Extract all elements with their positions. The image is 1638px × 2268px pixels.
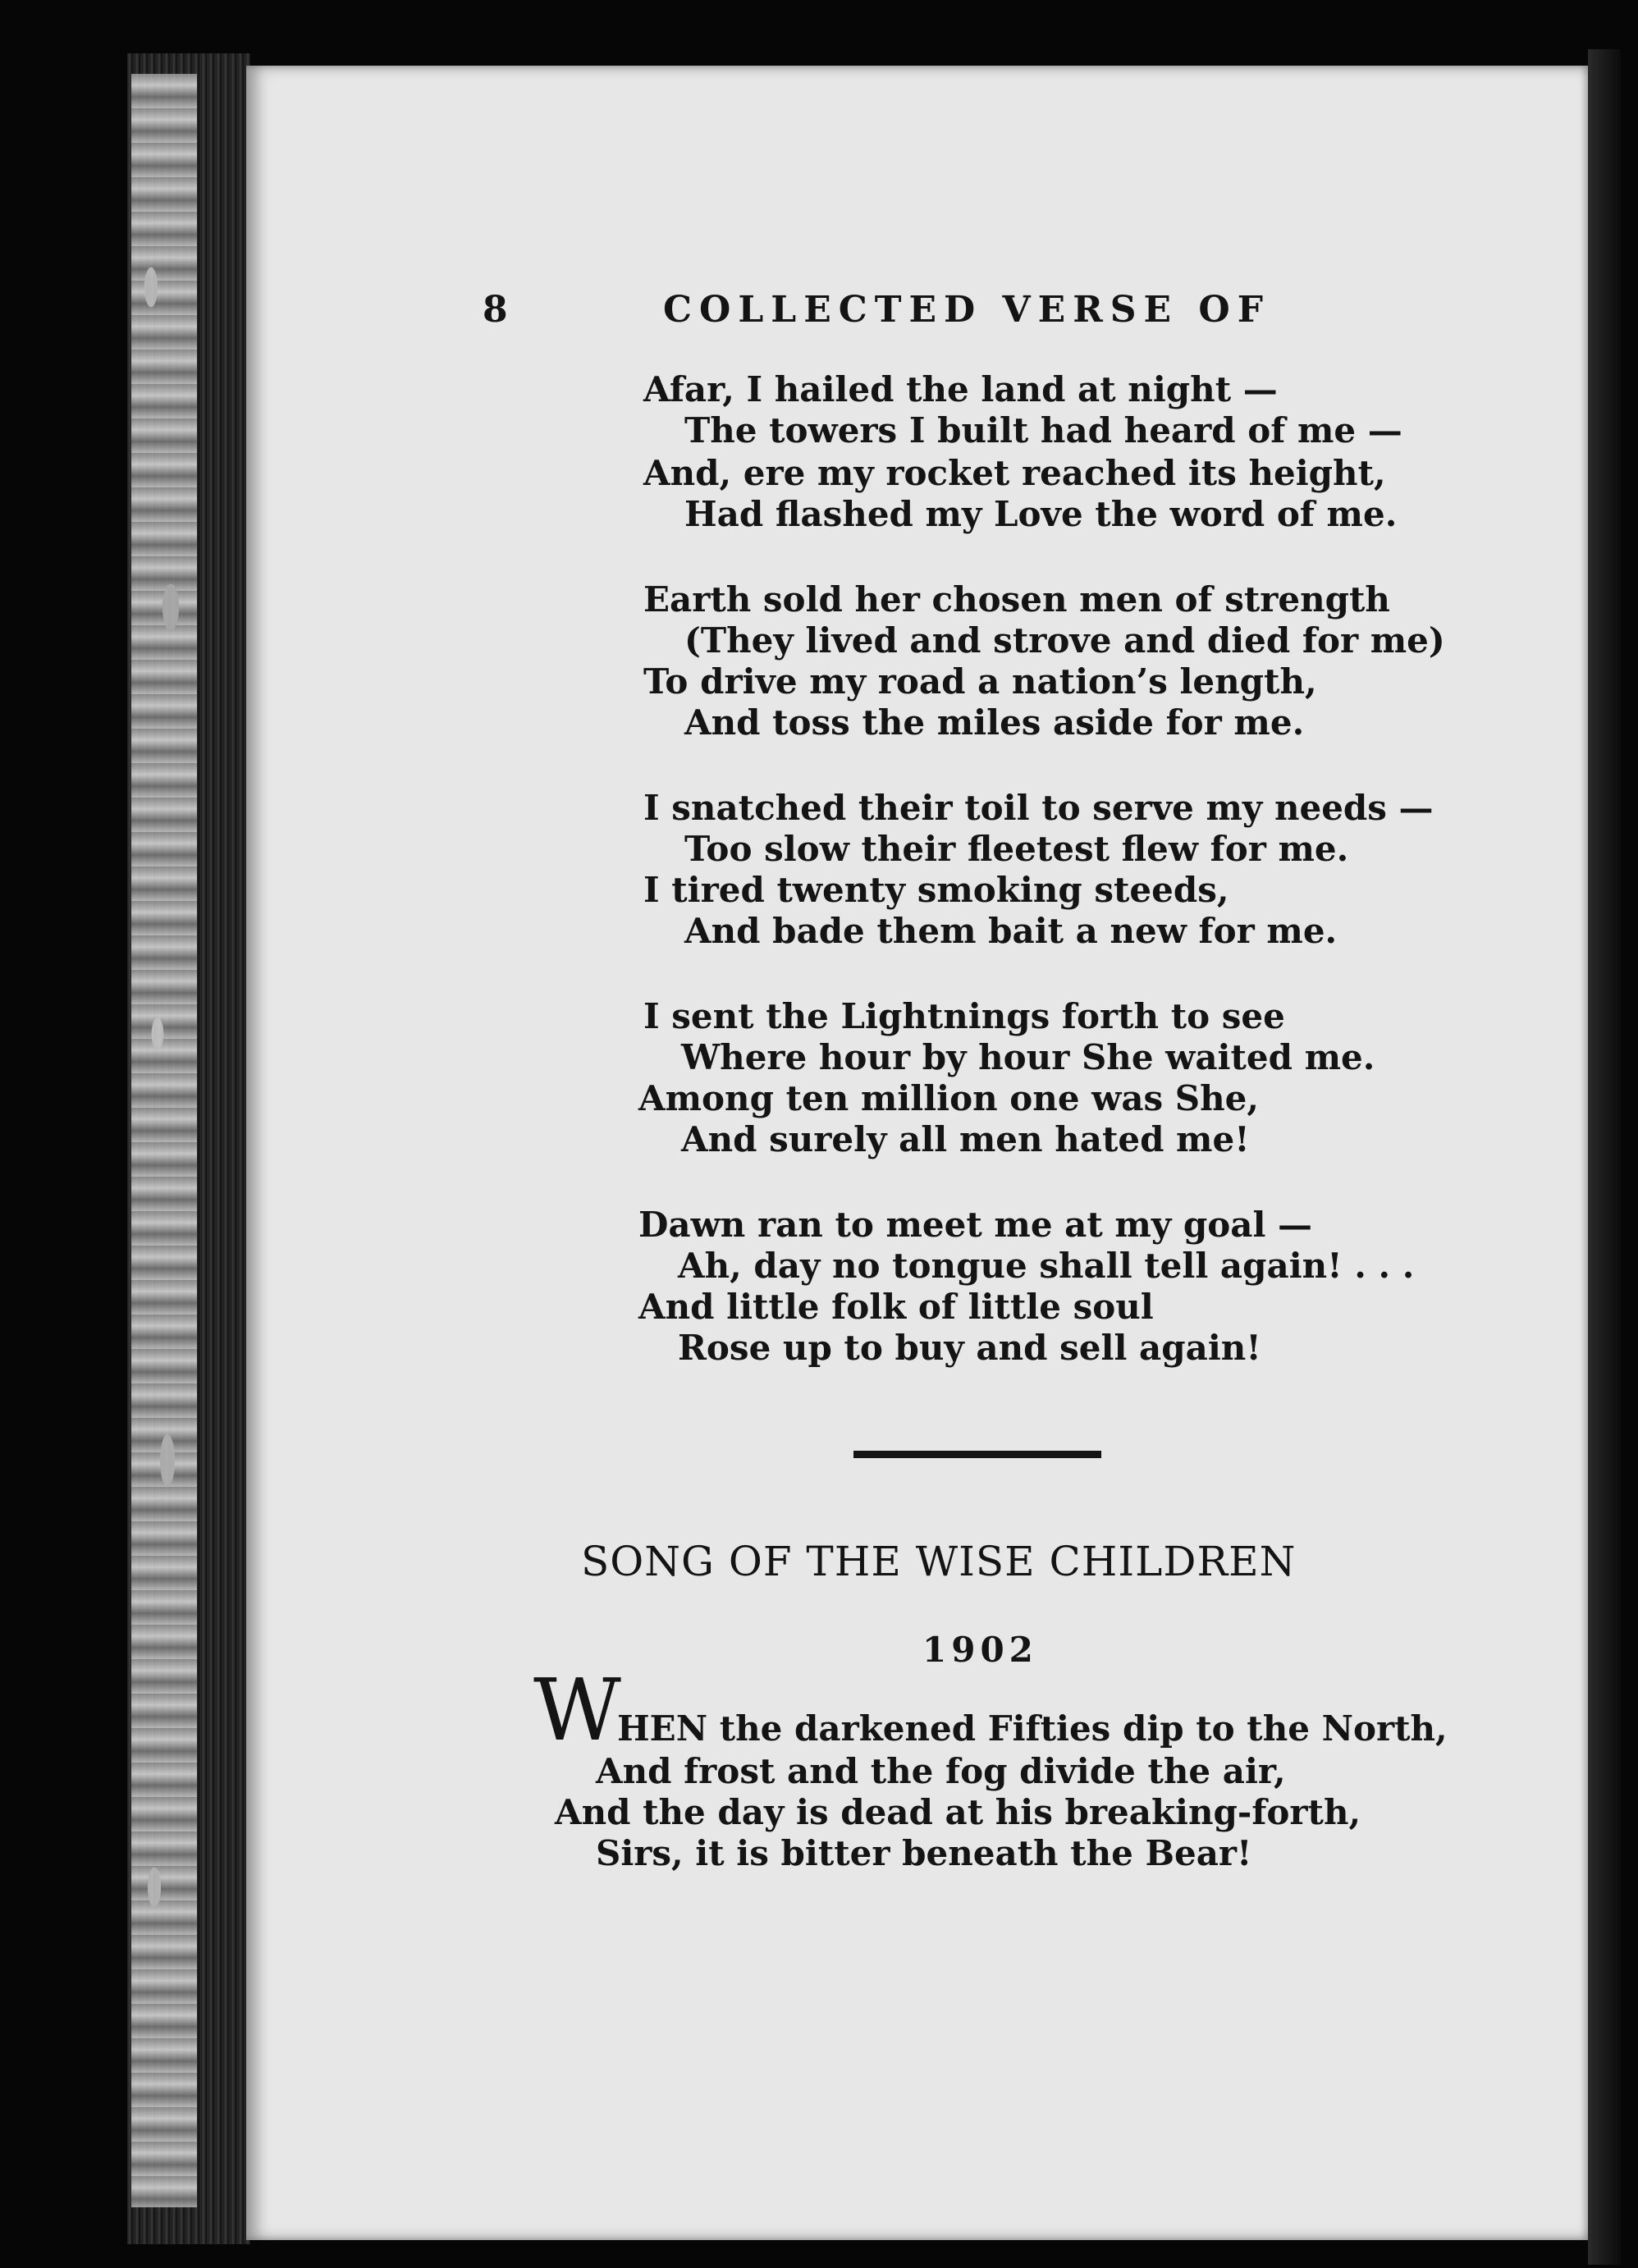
poem-line: I tired twenty smoking steeds,	[643, 870, 1229, 910]
poem-line: Ah, day no tongue shall tell again! . . .	[678, 1246, 1415, 1286]
poem-line: And toss the miles aside for me.	[684, 702, 1305, 743]
poem-line: And little folk of little soul	[638, 1287, 1154, 1327]
poem-line: The towers I built had heard of me —	[684, 410, 1402, 450]
poem-line: And the day is dead at his breaking-forth,	[555, 1792, 1361, 1832]
poem-line: (They lived and strove and died for me)	[684, 620, 1445, 661]
poem-line: And bade them bait a new for me.	[684, 911, 1338, 951]
poem-line: And, ere my rocket reached its height,	[643, 453, 1386, 493]
section-divider-rule	[853, 1451, 1101, 1458]
running-title: COLLECTED VERSE OF	[663, 289, 1270, 331]
poem-line: Afar, I hailed the land at night —	[643, 369, 1278, 409]
poem-line: Rose up to buy and sell again!	[678, 1328, 1261, 1368]
page-number: 8	[483, 289, 508, 331]
poem-line: Earth sold her chosen men of strength	[643, 579, 1390, 620]
poem-line: To drive my road a nation’s length,	[643, 661, 1317, 702]
poem-line: And surely all men hated me!	[681, 1119, 1250, 1159]
poem-line: Dawn ran to meet me at my goal —	[638, 1205, 1313, 1245]
poem-line: Among ten million one was She,	[638, 1078, 1260, 1118]
poem-line: And frost and the fog divide the air,	[596, 1751, 1286, 1791]
poem-line: Sirs, it is bitter beneath the Bear!	[596, 1833, 1252, 1873]
poem-line: I snatched their toil to serve my needs —	[643, 788, 1434, 828]
right-page-edge	[1588, 49, 1621, 2265]
poem-line: Had flashed my Love the word of me.	[684, 494, 1398, 534]
marbled-endpaper	[131, 74, 197, 2207]
poem-first-line: HEN the darkened Fifties dip to the North,	[617, 1708, 1448, 1749]
poem-line: Too slow their fleetest flew for me.	[684, 829, 1349, 869]
poem-line: Where hour by hour She waited me.	[681, 1037, 1375, 1077]
poem-line: I sent the Lightnings forth to see	[643, 996, 1285, 1036]
drop-cap: W	[533, 1660, 621, 1760]
poem-title: SONG OF THE WISE CHILDREN	[581, 1538, 1297, 1585]
poem-year: 1902	[922, 1630, 1038, 1670]
